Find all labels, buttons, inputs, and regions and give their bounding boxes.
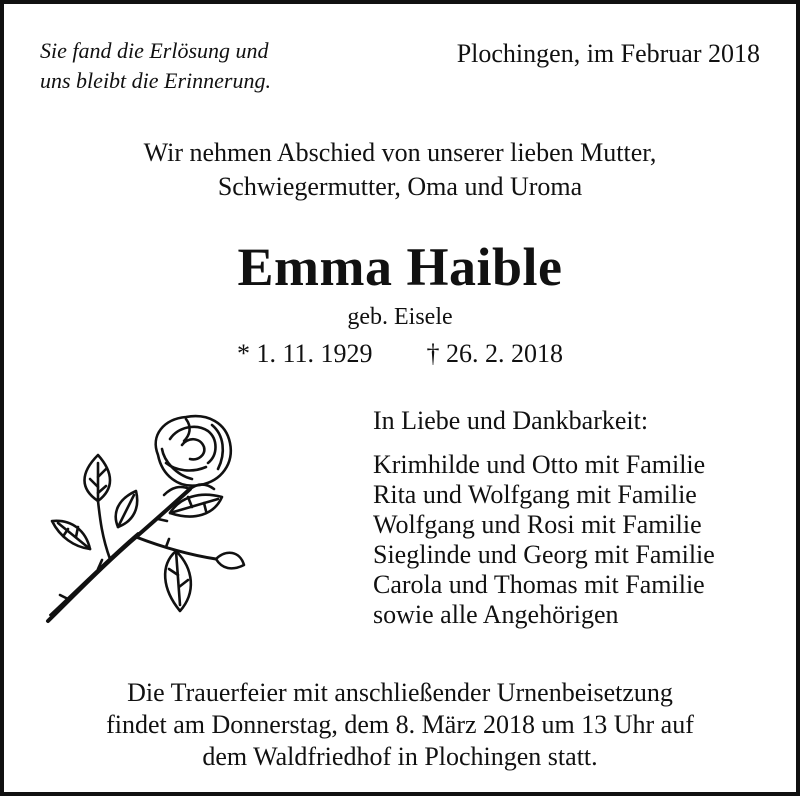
funeral-line: findet am Donnerstag, dem 8. März 2018 um 13 Uhr auf — [106, 710, 694, 739]
motto — [40, 36, 271, 96]
life-dates — [4, 338, 796, 370]
list-item: Sieglinde und Georg mit Familie — [373, 540, 715, 569]
deceased-name: Emma Haible — [237, 237, 563, 297]
intro-text — [4, 136, 796, 204]
funeral-line: Die Trauerfeier mit anschließender Urnenbeisetzung — [127, 678, 673, 707]
intro-line: Wir nehmen Abschied von unserer lieben Mutter, — [143, 138, 657, 167]
list-item: sowie alle Angehörigen — [373, 600, 619, 629]
list-item: Wolfgang und Rosi mit Familie — [373, 510, 702, 539]
mourners-heading: In Liebe und Dankbarkeit: — [373, 406, 649, 435]
place-and-date: Plochingen, im Februar 2018 — [456, 39, 760, 68]
intro-line: Schwiegermutter, Oma und Uroma — [217, 172, 583, 201]
motto-line: Sie fand die Erlösung und — [40, 38, 269, 63]
mourners-block — [373, 406, 715, 630]
birth-name: geb. Eisele — [347, 304, 453, 330]
death-date: † 26. 2. 2018 — [426, 339, 564, 368]
mourners-list — [373, 450, 715, 630]
list-item: Krimhilde und Otto mit Familie — [373, 450, 706, 479]
motto-line: uns bleibt die Erinnerung. — [40, 68, 271, 93]
funeral-line: dem Waldfriedhof in Plochingen statt. — [202, 742, 598, 771]
list-item: Rita und Wolfgang mit Familie — [373, 480, 697, 509]
funeral-details — [4, 677, 796, 773]
birth-date: * 1. 11. 1929 — [236, 339, 373, 368]
rose-icon — [40, 409, 246, 629]
list-item: Carola und Thomas mit Familie — [373, 570, 705, 599]
